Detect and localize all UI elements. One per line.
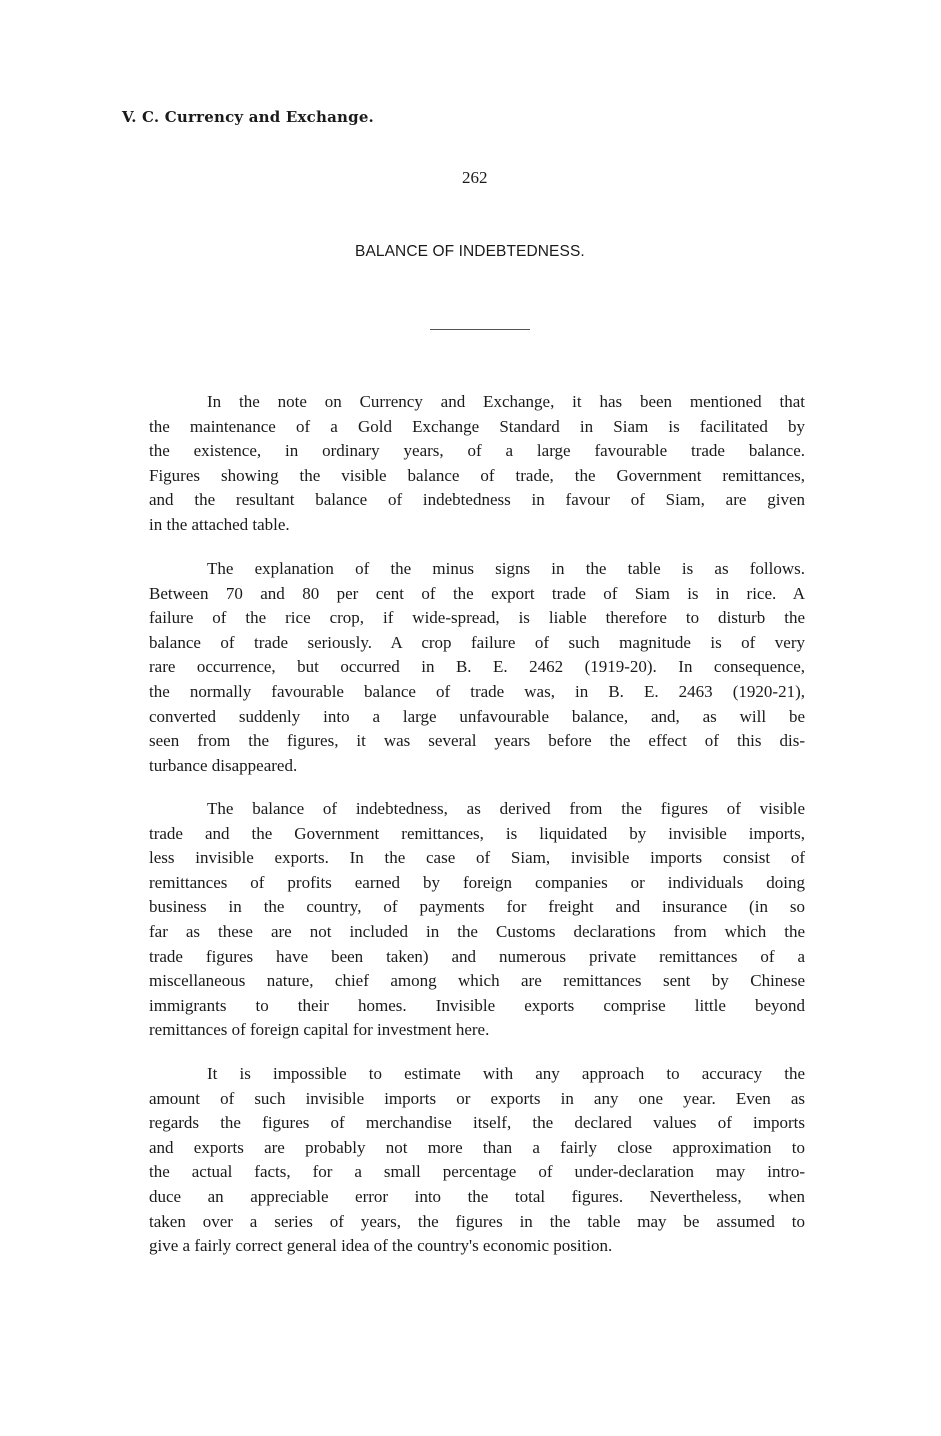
text-line: immigrants to their homes. Invisible exports comprise little beyond [149,995,805,1015]
text-line: and the resultant balance of indebtedness in favour of Siam, are given [149,490,805,510]
paragraph-3 [149,797,805,1043]
paragraph-2 [149,557,805,778]
text-line: miscellaneous nature, chief among which are remittances sent by Chinese [149,971,805,991]
text-line: the actual facts, for a small percentage of under-declaration may intro- [149,1162,805,1182]
text-line: regards the figures of merchandise itself, the declared values of imports [149,1113,805,1133]
text-line: and exports are probably not more than a fairly close approximation to [149,1137,805,1157]
text-line: remittances of profits earned by foreign companies or individuals doing [149,872,805,892]
title-divider [430,329,530,330]
text-line: less invisible exports. In the case of Siam, invisible imports consist of [149,848,805,868]
text-line: converted suddenly into a large unfavourable balance, and, as will be [149,706,805,726]
text-line: business in the country, of payments for freight and insurance (in so [149,897,805,917]
text-line: The explanation of the minus signs in the table is as follows. [207,559,805,578]
text-line: Figures showing the visible balance of trade, the Government remittances, [149,465,805,485]
paragraph-4 [149,1062,805,1259]
text-line: Between 70 and 80 per cent of the export trade of Siam is in rice. A [149,583,805,603]
text-line: turbance disappeared. [149,755,298,775]
text-line: remittances of foreign capital for investment here. [149,1020,490,1040]
page-number: 262 [462,168,488,187]
text-line: failure of the rice crop, if wide-spread, is liable therefore to disturb the [149,608,805,628]
text-line: far as these are not included in the Customs declarations from which the [149,921,805,941]
text-line: seen from the figures, it was several years before the effect of this dis- [149,731,805,751]
text-line: give a fairly correct general idea of the country's economic position. [149,1236,613,1256]
text-line: It is impossible to estimate with any approach to accuracy the [207,1064,805,1083]
page-title: BALANCE OF INDEBTEDNESS. [355,243,585,260]
text-line: the existence, in ordinary years, of a large favourable trade balance. [149,441,805,461]
text-line: rare occurrence, but occurred in B. E. 2462 (1919-20). In consequence, [149,657,805,677]
paragraph-1 [149,390,805,538]
text-line: trade figures have been taken) and numerous private remittances of a [149,946,805,966]
text-line: the maintenance of a Gold Exchange Standard in Siam is facilitated by [149,416,805,436]
section-header: V. C. Currency and Exchange. [122,108,374,126]
text-line: amount of such invisible imports or exports in any one year. Even as [149,1088,805,1108]
text-line: the normally favourable balance of trade was, in B. E. 2463 (1920-21), [149,681,805,701]
text-line: balance of trade seriously. A crop failure of such magnitude is of very [149,632,805,652]
text-line: in the attached table. [149,514,290,534]
text-line: trade and the Government remittances, is liquidated by invisible imports, [149,823,805,843]
text-line: duce an appreciable error into the total figures. Nevertheless, when [149,1186,805,1206]
text-line: taken over a series of years, the figures in the table may be assumed to [149,1211,805,1231]
text-line: In the note on Currency and Exchange, it has been mentioned that [207,392,805,411]
text-line: The balance of indebtedness, as derived from the figures of visible [207,799,805,818]
